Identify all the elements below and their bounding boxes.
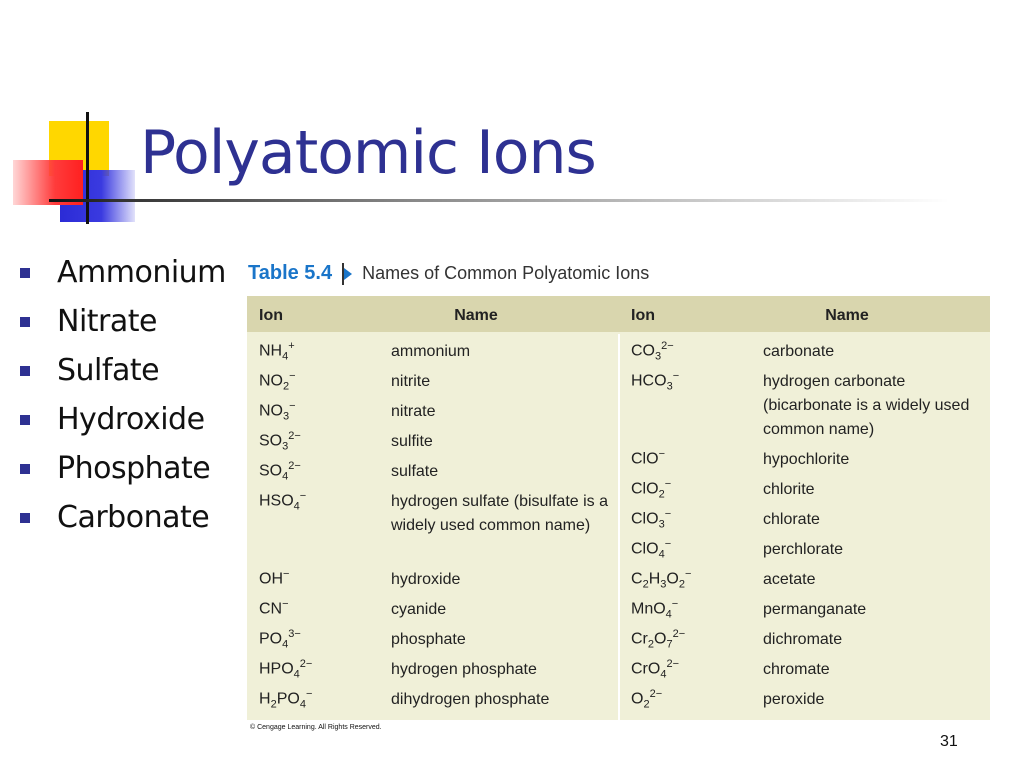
table-row — [631, 598, 983, 622]
bullet-text: Ammonium — [57, 255, 226, 290]
table-caption-text: Names of Common Polyatomic Ions — [362, 263, 650, 283]
ion-name: sulfite — [391, 433, 433, 450]
bullet-square-icon — [20, 513, 30, 523]
ion-name: phosphate — [391, 631, 466, 648]
page-number: 31 — [940, 733, 958, 750]
bullet-square-icon — [20, 366, 30, 376]
bullet-square-icon — [20, 415, 30, 425]
ion-name: sulfate — [391, 463, 439, 480]
table-row — [259, 628, 611, 652]
table-caption — [248, 262, 649, 285]
table-header — [247, 296, 990, 332]
ion-name: carbonate — [763, 343, 835, 360]
ion-formula: MnO$_4$− — [631, 598, 679, 621]
ion-name: ammonium — [391, 343, 471, 360]
ion-name: hydrogen sulfate (bisulfate is a widely used common name) — [391, 493, 609, 534]
ion-name: hydrogen phosphate — [391, 661, 537, 678]
ion-formula: $SO_4^{2-}$ — [259, 460, 301, 483]
table-row — [259, 430, 611, 454]
bullet-text: Sulfate — [57, 353, 160, 388]
bullet-item — [20, 346, 226, 395]
ion-formula: $HCO_3^-$ — [631, 370, 680, 393]
ion-name: chlorate — [763, 511, 820, 528]
ion-name: chromate — [763, 661, 830, 678]
copyright-notice: © Cengage Learning. All Rights Reserved. — [250, 724, 382, 731]
ion-formula: $PO_4^{3-}$ — [259, 628, 301, 651]
bullet-text: Nitrate — [57, 304, 157, 339]
table-number: Table 5.4 — [248, 262, 333, 284]
ion-formula: $O_2^{2-}$ — [631, 688, 663, 711]
play-triangle-icon — [344, 268, 352, 280]
bullet-square-icon — [20, 268, 30, 278]
table-row — [259, 568, 611, 592]
ion-formula: $NO_2^-$ — [259, 370, 296, 393]
ion-name: chlorite — [763, 481, 815, 498]
ion-name: perchlorate — [763, 541, 844, 558]
ion-name: dichromate — [763, 631, 843, 648]
slide-title: Polyatomic Ions — [140, 118, 596, 188]
table-row — [259, 460, 611, 484]
ion-name: hydroxide — [391, 571, 461, 588]
table-row — [631, 538, 983, 562]
ion-name: permanganate — [763, 601, 867, 618]
ion-formula: $NH_4^+$ — [259, 340, 295, 363]
ion-formula: CrO$_4^{2-}$ — [631, 658, 679, 681]
bullet-item — [20, 395, 226, 444]
ion-formula: ClO$_2$− — [631, 478, 672, 501]
ion-formula: $SO_3^{2-}$ — [259, 430, 301, 453]
table-row — [259, 490, 611, 538]
table-row — [631, 370, 983, 442]
table-row — [259, 658, 611, 682]
ion-formula: $H_2PO_4^-$ — [259, 688, 313, 711]
table-row — [631, 688, 983, 712]
ion-name: hydrogen carbonate (bicarbonate is a widely used common name) — [763, 373, 970, 438]
ion-name: hypochlorite — [763, 451, 850, 468]
header-ion: Ion — [259, 307, 283, 324]
bullet-item — [20, 493, 226, 542]
table-row — [631, 628, 983, 652]
bullet-text: Phosphate — [57, 451, 211, 486]
column-divider — [618, 334, 620, 720]
ion-name: dihydrogen phosphate — [391, 691, 550, 708]
ion-name: nitrate — [391, 403, 436, 420]
table-row — [631, 340, 983, 364]
slide-logo-decoration — [0, 0, 150, 240]
bullet-text: Carbonate — [57, 500, 210, 535]
ion-name: nitrite — [391, 373, 431, 390]
header-name: Name — [454, 307, 498, 324]
table-row — [259, 400, 611, 424]
vertical-rule — [86, 112, 89, 224]
ion-formula: ClO− — [631, 448, 665, 468]
bullet-square-icon — [20, 317, 30, 327]
table-row — [631, 568, 983, 592]
ion-formula: $Cr_2O_7^{2-}$ — [631, 628, 686, 651]
table-row — [259, 370, 611, 394]
ion-formula: OH− — [259, 568, 290, 588]
ion-formula: $HSO_4^-$ — [259, 490, 307, 513]
ion-formula: CN− — [259, 598, 289, 618]
bullet-item — [20, 444, 226, 493]
bullet-square-icon — [20, 464, 30, 474]
ion-formula: $C_2H_3O_2^-$ — [631, 568, 692, 591]
ion-name: acetate — [763, 571, 816, 588]
table-row — [631, 658, 983, 682]
ion-name: cyanide — [391, 601, 447, 618]
title-underline — [49, 199, 949, 202]
table-row — [259, 688, 611, 712]
ion-formula: $HPO_4^{2-}$ — [259, 658, 313, 681]
header-ion: Ion — [631, 307, 655, 324]
table-row — [631, 508, 983, 532]
bullet-item — [20, 248, 226, 297]
bullet-item — [20, 297, 226, 346]
ion-formula: ClO$_3$− — [631, 508, 672, 531]
ion-name: peroxide — [763, 691, 825, 708]
table-row — [631, 478, 983, 502]
ion-formula: $NO_3^-$ — [259, 400, 296, 423]
ion-formula: $CO_3^{2-}$ — [631, 340, 674, 363]
table-row — [259, 340, 611, 364]
table-row — [259, 598, 611, 622]
table-row — [631, 448, 983, 472]
polyatomic-ions-table — [247, 296, 990, 720]
bullet-list — [20, 248, 226, 542]
header-name: Name — [825, 307, 869, 324]
bullet-text: Hydroxide — [57, 402, 205, 437]
ion-formula: ClO$_4$− — [631, 538, 672, 561]
